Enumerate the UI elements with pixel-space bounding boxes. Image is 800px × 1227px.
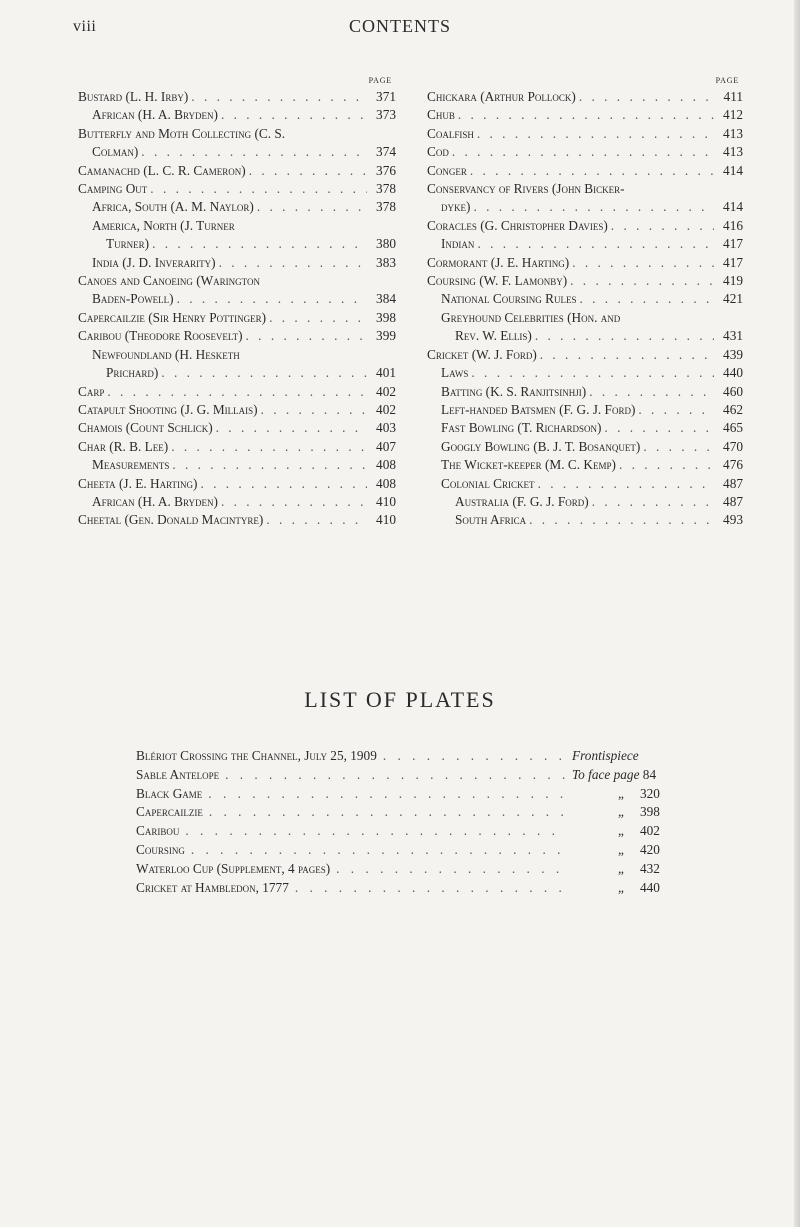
page-column-label: PAGE (715, 76, 739, 85)
toc-page-number: 414 (723, 162, 743, 178)
toc-entry-title: The Wicket-keeper (M. C. Kemp) (441, 457, 616, 473)
toc-entry (427, 217, 743, 235)
toc-entry (78, 198, 396, 216)
toc-page-number: 403 (376, 420, 396, 436)
plate-title: Black Game (136, 785, 203, 801)
toc-entry-title: Googly Bowling (B. J. T. Bosanquet) (441, 438, 641, 454)
toc-page-number: 384 (376, 291, 396, 307)
toc-page-number: 439 (723, 346, 743, 362)
toc-entry-title: Cheeta (J. E. Harting) (78, 475, 198, 491)
leader-dots (266, 511, 367, 529)
toc-page-number: 407 (376, 438, 396, 454)
toc-entry-title: Chub (427, 107, 455, 123)
toc-page-number: 487 (723, 475, 743, 491)
toc-page-number: 374 (376, 144, 396, 160)
toc-page-number: 376 (376, 162, 396, 178)
leader-dots (572, 254, 714, 272)
toc-page-number: 470 (723, 438, 743, 454)
toc-page-number: 476 (723, 457, 743, 473)
leader-dots (249, 162, 367, 180)
plate-entry (136, 822, 696, 841)
toc-entry (78, 217, 396, 254)
toc-page-number: 414 (723, 199, 743, 215)
toc-entry-title-line2: Prichard) (106, 365, 159, 381)
plates-heading: LIST OF PLATES (304, 687, 496, 712)
toc-page-number: 440 (723, 365, 743, 381)
toc-entry (78, 327, 396, 345)
leader-dots (540, 346, 714, 364)
leader-dots (619, 456, 714, 474)
toc-entry-title: National Coursing Rules (441, 291, 577, 307)
toc-entry (427, 88, 743, 106)
plate-title: Waterloo Cup (Supplement, 4 pages) (136, 860, 331, 876)
toc-page-number: 416 (723, 217, 743, 233)
toc-entry (78, 106, 396, 124)
toc-entry (427, 143, 743, 161)
toc-page-number: 371 (376, 89, 396, 104)
plate-entry (136, 841, 696, 860)
toc-entry-title: Australia (F. G. J. Ford) (455, 493, 589, 509)
toc-entry-title: Cheetal (Gen. Donald Macintyre) (78, 512, 264, 528)
toc-entry-title: African (H. A. Bryden) (92, 493, 218, 509)
toc-page-number: 408 (376, 475, 396, 491)
leader-dots (152, 235, 367, 253)
toc-entry (427, 419, 743, 437)
ditto-mark: „ (618, 823, 624, 839)
leader-dots (580, 290, 715, 308)
toc-entry-title: Coursing (W. F. Lamonby) (427, 273, 568, 289)
toc-entry (427, 364, 743, 382)
toc-entry (78, 88, 396, 106)
toc-page-number: 462 (723, 401, 743, 417)
leader-dots (452, 143, 714, 161)
toc-entry (78, 419, 396, 437)
plate-page: 398 (640, 804, 660, 820)
toc-entry-title: African (H. A. Bryden) (92, 107, 218, 123)
toc-page-number: 380 (376, 236, 396, 252)
toc-entry (427, 235, 743, 253)
leader-dots (225, 766, 566, 785)
toc-entry-title-line1: Greyhound Celebrities (Hon. and (441, 309, 621, 325)
toc-entry-title: Coalfish (427, 125, 474, 141)
toc-entry (78, 309, 396, 327)
leader-dots (643, 438, 714, 456)
toc-entry (78, 272, 396, 309)
toc-entry (78, 401, 396, 419)
leader-dots (107, 383, 367, 401)
plate-title: Caribou (136, 823, 180, 839)
leader-dots (570, 272, 714, 290)
leader-dots (611, 217, 714, 235)
leader-dots (535, 327, 714, 345)
plate-entry (136, 860, 696, 879)
toc-entry-title: Laws (441, 365, 469, 381)
toc-entry (78, 475, 396, 493)
plate-ref: Frontispiece (572, 748, 639, 763)
toc-page-number: 402 (376, 383, 396, 399)
toc-page-number: 401 (376, 365, 396, 381)
plate-page: 402 (640, 823, 660, 839)
toc-entry (427, 456, 743, 474)
contents-column-right (427, 76, 743, 530)
leader-dots (471, 364, 714, 382)
plate-title: Cricket at Hambledon, 1777 (136, 879, 289, 895)
leader-dots (477, 125, 714, 143)
toc-entry (427, 309, 743, 346)
leader-dots (200, 475, 367, 493)
leader-dots (383, 747, 566, 766)
leader-dots (458, 106, 714, 124)
toc-page-number: 493 (723, 512, 743, 528)
leader-dots (257, 198, 367, 216)
toc-entry (78, 493, 396, 511)
plates-list (136, 747, 696, 897)
leader-dots (141, 143, 367, 161)
toc-entry (78, 254, 396, 272)
toc-page-number: 465 (723, 420, 743, 436)
toc-entry (78, 125, 396, 162)
toc-entry (78, 383, 396, 401)
toc-entry-title-line2: dyke) (441, 199, 471, 215)
toc-page-number: 402 (376, 401, 396, 417)
leader-dots (216, 419, 367, 437)
toc-entry (427, 162, 743, 180)
toc-page-number: 373 (376, 107, 396, 123)
toc-entry-title: Conger (427, 162, 467, 178)
toc-entry-title: Cricket (W. J. Ford) (427, 346, 537, 362)
toc-entry (427, 401, 743, 419)
toc-entry (427, 290, 743, 308)
toc-entry-title: Coracles (G. Christopher Davies) (427, 217, 608, 233)
leader-dots (336, 860, 566, 879)
toc-page-number: 487 (723, 493, 743, 509)
leader-dots (191, 88, 367, 106)
page-header (0, 14, 800, 42)
toc-entry-title: Bustard (L. H. Irby) (78, 89, 189, 104)
plate-ref: To face page (572, 766, 640, 782)
toc-page-number: 419 (723, 273, 743, 289)
toc-entry-title: Cod (427, 144, 449, 160)
plate-title: Blériot Crossing the Channel, July 25, 1909 (136, 748, 377, 763)
contents-column-left (78, 76, 396, 530)
toc-entry (427, 180, 743, 217)
leader-dots (579, 88, 714, 106)
ditto-mark: „ (618, 785, 624, 801)
ditto-mark: „ (618, 841, 624, 857)
toc-entry (78, 162, 396, 180)
toc-page-number: 383 (376, 254, 396, 270)
toc-page-number: 378 (376, 181, 396, 197)
leader-dots (269, 309, 367, 327)
leader-dots (161, 364, 367, 382)
toc-page-number: 399 (376, 328, 396, 344)
leader-dots (208, 785, 566, 804)
toc-page-number: 417 (723, 254, 743, 270)
toc-entry (78, 346, 396, 383)
plate-title: Capercailzie (136, 804, 203, 820)
toc-entry-title: Caribou (Theodore Roosevelt) (78, 328, 243, 344)
toc-entry-title: Chamois (Count Schlick) (78, 420, 213, 436)
toc-entry (427, 493, 743, 511)
leader-dots (221, 106, 367, 124)
leader-dots (150, 180, 367, 198)
toc-entry-title: Camanachd (L. C. R. Cameron) (78, 162, 246, 178)
toc-entry-title: Cormorant (J. E. Harting) (427, 254, 570, 270)
toc-page-number: 460 (723, 383, 743, 399)
plate-page: 84 (642, 766, 657, 782)
toc-page-number: 408 (376, 457, 396, 473)
leader-dots (171, 438, 367, 456)
leader-dots (638, 401, 714, 419)
toc-entry (427, 438, 743, 456)
toc-entry-title: Left-handed Batsmen (F. G. J. Ford) (441, 401, 636, 417)
toc-entry-title: South Africa (455, 512, 527, 528)
ditto-mark: „ (618, 860, 624, 876)
toc-entry (78, 180, 396, 198)
plate-entry (136, 803, 696, 822)
toc-entry (78, 456, 396, 474)
toc-entry-title: Capercailzie (Sir Henry Pottinger) (78, 309, 267, 325)
leader-dots (219, 254, 367, 272)
plate-entry (136, 766, 696, 785)
plate-entry (136, 879, 696, 898)
toc-entry-title-line1: Conservancy of Rivers (John Bicker- (427, 181, 625, 197)
ditto-mark: „ (618, 879, 624, 895)
toc-entry-title-line1: America, North (J. Turner (92, 217, 235, 233)
leader-dots (221, 493, 367, 511)
toc-page-number: 410 (376, 493, 396, 509)
toc-page-number: 413 (723, 125, 743, 141)
toc-entry (427, 272, 743, 290)
toc-entry-title: Carp (78, 383, 105, 399)
leader-dots (177, 290, 367, 308)
toc-entry-title: India (J. D. Inverarity) (92, 254, 216, 270)
page-number: viii (73, 18, 97, 35)
leader-dots (529, 511, 714, 529)
leader-dots (246, 327, 367, 345)
toc-entry-title: Measurements (92, 457, 170, 473)
toc-entry (427, 346, 743, 364)
leader-dots (185, 822, 566, 841)
toc-page-number: 411 (723, 89, 743, 104)
toc-entry-title-line2: Colman) (92, 144, 139, 160)
toc-page-number: 410 (376, 512, 396, 528)
toc-page-number: 378 (376, 199, 396, 215)
toc-entry-title-line2: Baden-Powell) (92, 291, 174, 307)
plate-page: 420 (640, 841, 660, 857)
toc-entry (78, 511, 396, 529)
leader-dots (589, 383, 714, 401)
toc-entry-title: Africa, South (A. M. Naylor) (92, 199, 254, 215)
plate-entry (136, 747, 696, 766)
toc-page-number: 412 (723, 107, 743, 123)
plate-page: 440 (640, 879, 660, 895)
toc-entry-title-line2: Turner) (106, 236, 150, 252)
leader-dots (592, 493, 714, 511)
toc-entry-title-line1: Butterfly and Moth Collecting (C. S. (78, 125, 286, 141)
toc-entry-title: Indian (441, 236, 475, 252)
leader-dots (477, 235, 714, 253)
toc-page-number: 421 (723, 291, 743, 307)
toc-page-number: 413 (723, 144, 743, 160)
toc-entry-title: Batting (K. S. Ranjitsinhji) (441, 383, 587, 399)
toc-entry (427, 106, 743, 124)
plate-entry (136, 785, 696, 804)
leader-dots (172, 456, 367, 474)
toc-entry-title: Camping Out (78, 181, 148, 197)
toc-entry (427, 125, 743, 143)
leader-dots (191, 841, 566, 860)
leader-dots (295, 879, 566, 898)
leader-dots (470, 162, 714, 180)
plate-title: Sable Antelope (136, 766, 220, 782)
toc-entry-title: Chickara (Arthur Pollock) (427, 89, 576, 104)
leader-dots (538, 475, 714, 493)
leader-dots (209, 803, 566, 822)
toc-entry-title-line1: Newfoundland (H. Hesketh (92, 346, 240, 362)
toc-entry-title: Char (R. B. Lee) (78, 438, 169, 454)
plate-page: 432 (640, 860, 660, 876)
toc-entry (427, 254, 743, 272)
toc-entry (78, 438, 396, 456)
toc-entry-title: Colonial Cricket (441, 475, 535, 491)
toc-page-number: 431 (723, 328, 743, 344)
toc-entry (427, 475, 743, 493)
toc-page-number: 417 (723, 236, 743, 252)
running-head: CONTENTS (349, 16, 451, 36)
toc-entry-title: Catapult Shooting (J. G. Millais) (78, 401, 258, 417)
page-column-label: PAGE (368, 76, 392, 85)
leader-dots (473, 198, 714, 216)
toc-page-number: 398 (376, 309, 396, 325)
toc-entry (427, 383, 743, 401)
toc-entry-title-line1: Canoes and Canoeing (Warington (78, 273, 261, 289)
toc-entry-title-line2: Rev. W. Ellis) (455, 328, 532, 344)
page-edge (794, 0, 800, 1227)
leader-dots (261, 401, 367, 419)
toc-entry (427, 511, 743, 529)
plate-page: 320 (640, 785, 660, 801)
toc-entry-title: Fast Bowling (T. Richardson) (441, 420, 602, 436)
ditto-mark: „ (618, 804, 624, 820)
leader-dots (604, 419, 714, 437)
plate-title: Coursing (136, 841, 185, 857)
